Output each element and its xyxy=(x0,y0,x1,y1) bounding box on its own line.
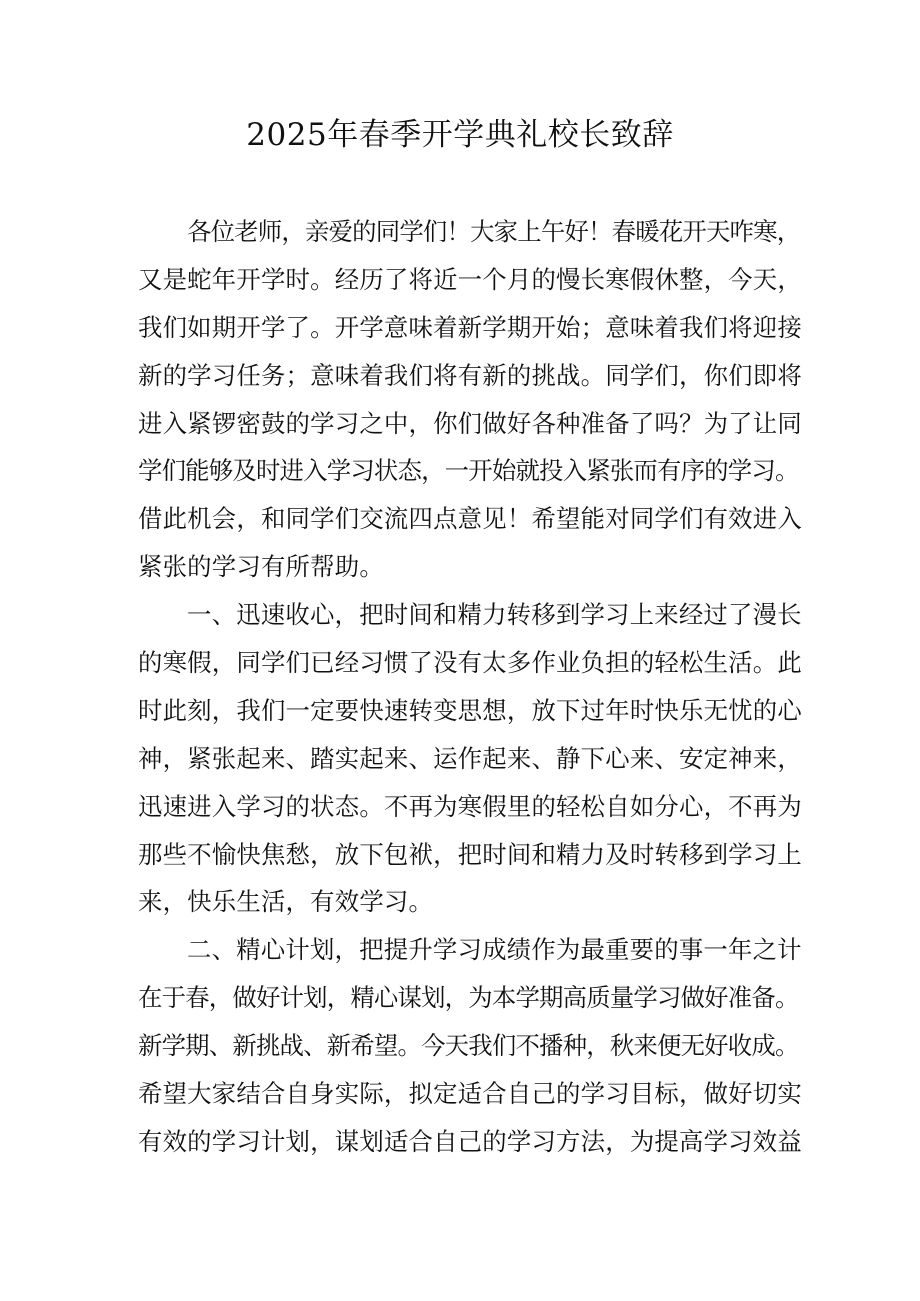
paragraph-1-line-5: 进入紧锣密鼓的学习之中，你们做好各种准备了吗？为了让同 xyxy=(138,408,802,438)
paragraph-3-line-1: 二、精心计划，把提升学习成绩作为最重要的事一年之计 xyxy=(187,935,802,965)
paragraph-2-line-6: 那些不愉快焦愁，放下包袱，把时间和精力及时转移到学习上 xyxy=(138,839,802,869)
paragraph-2-line-1: 一、迅速收心，把时间和精力转移到学习上来经过了漫长 xyxy=(187,600,802,630)
paragraph-1-line-6: 学们能够及时进入学习状态，一开始就投入紧张而有序的学习。 xyxy=(138,456,799,486)
paragraph-2-line-4: 神，紧张起来、踏实起来、运作起来、静下心来、安定神来， xyxy=(138,743,802,773)
paragraph-1-line-1: 各位老师，亲爱的同学们！大家上午好！春暖花开天咋寒， xyxy=(187,217,801,246)
paragraph-1-line-2: 又是蛇年开学时。经历了将近一个月的慢长寒假休整，今天， xyxy=(138,264,802,294)
paragraph-2-line-2: 的寒假，同学们已经习惯了没有太多作业负担的轻松生活。此 xyxy=(138,648,802,678)
document-title: 2025年春季开学典礼校长致辞 xyxy=(246,117,674,153)
paragraph-3-line-2: 在于春，做好计划，精心谋划，为本学期高质量学习做好准备。 xyxy=(138,983,799,1013)
paragraph-2-line-5: 迅速进入学习的状态。不再为寒假里的轻松自如分心，不再为 xyxy=(138,791,802,821)
paragraph-1-line-7: 借此机会，和同学们交流四点意见！希望能对同学们有效进入 xyxy=(138,504,802,534)
paragraph-1-line-4: 新的学习任务；意味着我们将有新的挑战。同学们，你们即将 xyxy=(138,360,802,390)
paragraph-3-line-3: 新学期、新挑战、新希望。今天我们不播种，秋来便无好收成。 xyxy=(138,1031,799,1061)
paragraph-1-line-3: 我们如期开学了。开学意味着新学期开始；意味着我们将迎接 xyxy=(138,312,802,342)
paragraph-1-line-8: 紧张的学习有所帮助。 xyxy=(138,552,384,582)
paragraph-3-line-5: 有效的学习计划，谋划适合自己的学习方法，为提高学习效益 xyxy=(138,1126,802,1156)
document-body xyxy=(138,208,802,1166)
paragraph-2-line-3: 时此刻，我们一定要快速转变思想，放下过年时快乐无忧的心 xyxy=(138,695,802,725)
paragraph-2-line-7: 来，快乐生活，有效学习。 xyxy=(138,887,434,917)
paragraph-3-line-4: 希望大家结合自身实际，拟定适合自己的学习目标，做好切实 xyxy=(138,1079,802,1109)
